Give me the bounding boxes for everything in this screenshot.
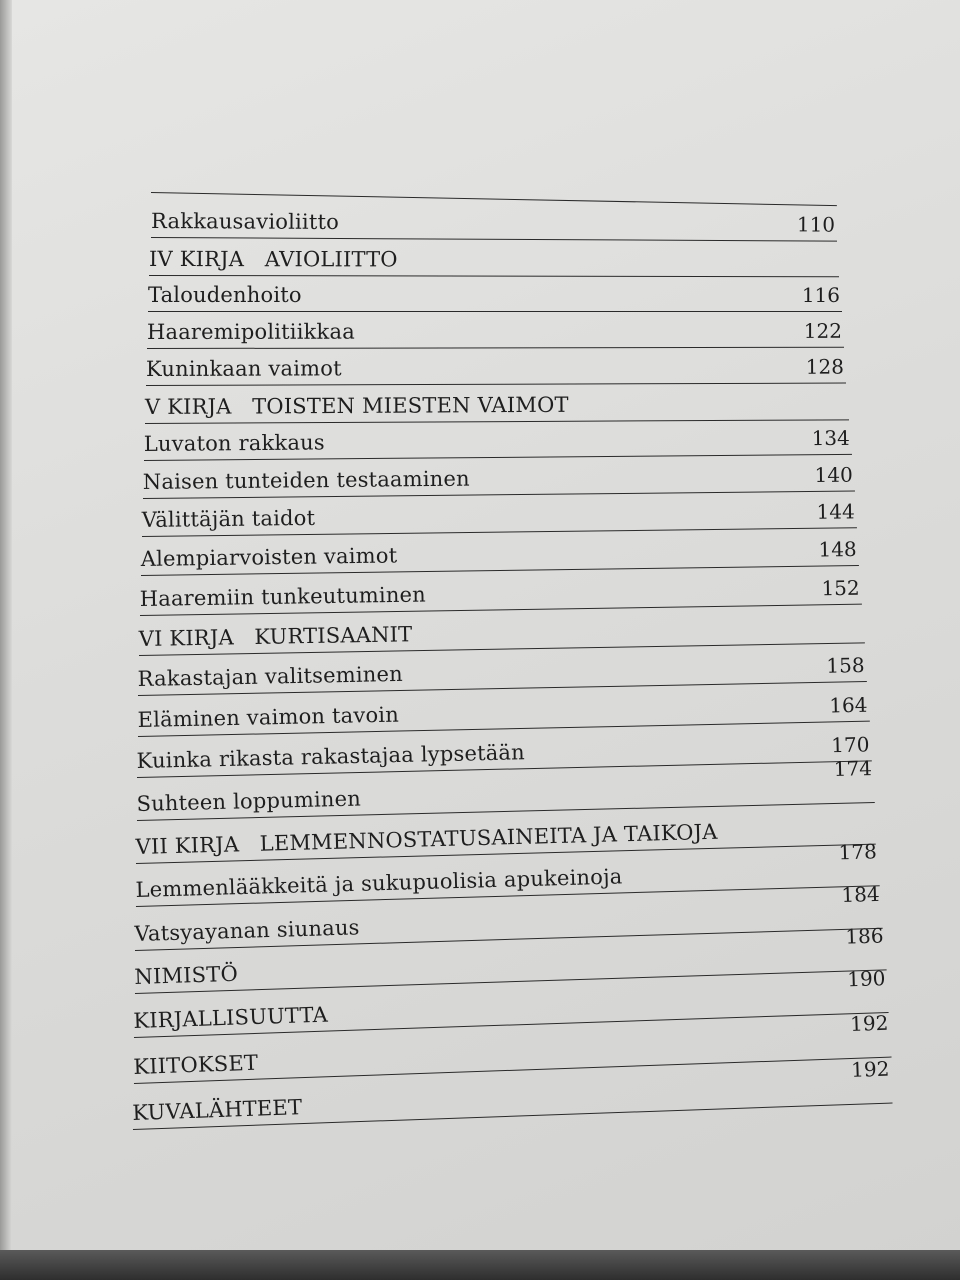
toc-entry-title: Haaremipolitiikkaa: [146, 319, 355, 344]
toc-entry-page: 192: [850, 1056, 890, 1082]
toc-entry-page: 122: [803, 318, 842, 343]
toc-entry-page: 140: [814, 462, 853, 487]
toc-entry: [142, 492, 857, 537]
toc-entry-title: Luvaton rakkaus: [143, 430, 325, 457]
toc-entry-title: Rakastajan valitseminen: [137, 661, 404, 692]
toc-entry: [146, 348, 846, 386]
toc-section-heading: [149, 240, 839, 277]
toc-entry-title: Alempiarvoisten vaimot: [140, 543, 398, 572]
toc-section-heading: [145, 384, 849, 424]
toc-entry-page: 128: [805, 354, 844, 379]
toc-entry-title: V KIRJA TOISTEN MIESTEN VAIMOT: [144, 392, 569, 420]
toc-entry-title: VII KIRJA LEMMENNOSTATUSAINEITA JA TAIKOJA: [135, 819, 718, 860]
toc-entry-title: IV KIRJA AVIOLIITTO: [149, 247, 398, 272]
toc-entry-page: 178: [838, 839, 878, 865]
toc-entry: [140, 530, 858, 576]
toc-entry-page: 184: [841, 881, 880, 908]
toc-entry-page: 190: [846, 966, 886, 992]
toc-entry-page: 152: [821, 575, 860, 601]
toc-entry-title: Lemmenlääkkeitä ja sukupuolisia apukeinoja: [135, 864, 623, 903]
toc-entry: [143, 456, 855, 499]
toc-entry-title: Suhteen loppuminen: [136, 786, 362, 817]
toc-entry-page: 192: [849, 1010, 889, 1036]
toc-entry-page: 158: [826, 653, 865, 678]
toc-entry-title: Eläminen vaimon tavoin: [137, 702, 400, 733]
toc-entry-page: 174: [833, 756, 873, 781]
toc-entry-title: Haaremiin tunkeutuminen: [139, 582, 427, 612]
toc-entry: [151, 202, 837, 242]
toc-entry-title: Taloudenhoito: [148, 283, 302, 307]
toc-entry-title: Naisen tunteiden testaaminen: [142, 466, 470, 495]
toc-entry-page: 164: [829, 692, 868, 718]
background-surface: [0, 1250, 960, 1280]
toc-entry-title: VI KIRJA KURTISAANIT: [138, 622, 413, 652]
toc-entry-title: Välittäjän taidot: [141, 505, 316, 533]
toc-entry-title: NIMISTÖ: [134, 961, 239, 990]
toc-entry: [148, 276, 842, 312]
toc-entry-title: KIRJALLISUUTTA: [133, 1002, 329, 1034]
toc-entry-title: Kuninkaan vaimot: [145, 356, 342, 382]
toc-entry-page: 116: [801, 283, 840, 307]
toc-entry-title: KIITOKSET: [132, 1050, 259, 1080]
toc-entry-title: Kuinka rikasta rakastajaa lypsetään: [136, 740, 526, 774]
toc-entry-title: Vatsyayanan siunaus: [134, 915, 360, 947]
toc-entry-page: 110: [796, 212, 836, 237]
toc-entry-page: 134: [811, 425, 850, 451]
toc-entry: [147, 312, 844, 349]
toc-entry-page: 144: [816, 499, 855, 524]
toc-entry-page: 170: [830, 732, 870, 758]
toc-entry-title: KUVALÄHTEET: [131, 1095, 303, 1126]
toc-entry-page: 186: [844, 923, 884, 949]
toc-entry-page: 148: [818, 537, 857, 562]
toc-entry-title: Rakkausavioliitto: [151, 209, 340, 234]
toc-entry: [144, 419, 852, 461]
